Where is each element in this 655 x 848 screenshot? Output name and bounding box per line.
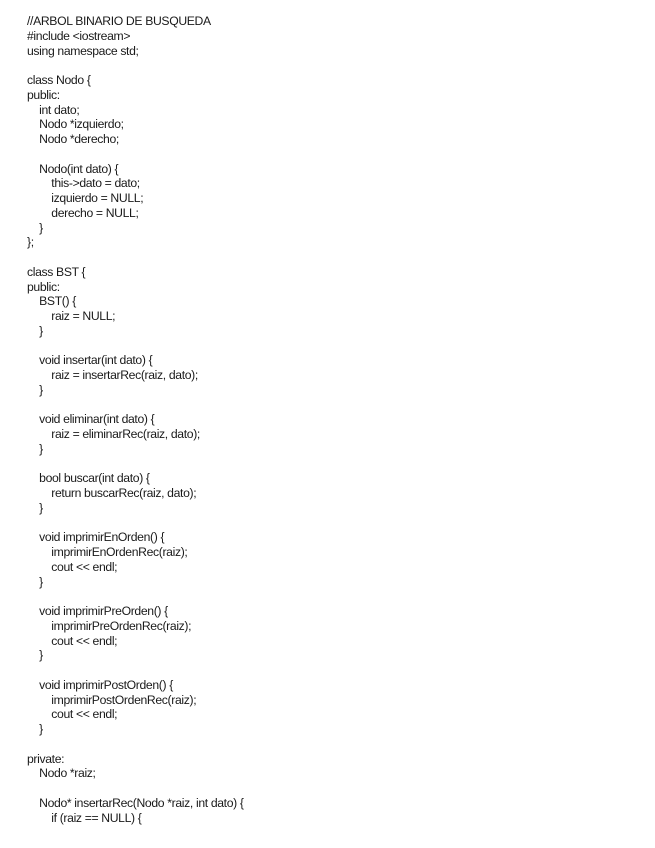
code-line: } xyxy=(27,441,43,456)
code-line: public: xyxy=(27,279,60,294)
code-line: void imprimirPreOrden() { xyxy=(27,604,168,618)
code-line xyxy=(27,58,627,73)
code-line: public: xyxy=(27,87,60,102)
code-line: imprimirPreOrdenRec(raiz); xyxy=(27,618,192,633)
code-line xyxy=(27,339,627,354)
code-line: } xyxy=(27,574,43,589)
code-line: } xyxy=(27,323,43,338)
code-line xyxy=(27,398,627,413)
code-line: } xyxy=(27,220,43,235)
code-line: int dato; xyxy=(27,102,80,117)
code-line: imprimirPostOrdenRec(raiz); xyxy=(27,692,197,707)
code-line: cout << endl; xyxy=(27,633,118,648)
code-line: private: xyxy=(27,751,65,766)
code-line: cout << endl; xyxy=(27,559,118,574)
code-line xyxy=(27,781,627,796)
code-line: BST() { xyxy=(27,294,76,309)
code-line: derecho = NULL; xyxy=(27,205,139,220)
code-line: void insertar(int dato) { xyxy=(27,353,153,368)
code-line: void imprimirPostOrden() { xyxy=(27,677,173,692)
code-line: imprimirEnOrdenRec(raiz); xyxy=(27,545,188,559)
code-line: bool buscar(int dato) { xyxy=(27,471,150,486)
code-line xyxy=(27,737,627,752)
code-line: }; xyxy=(27,235,34,250)
code-line xyxy=(27,147,627,162)
code-line: Nodo(int dato) { xyxy=(27,161,119,176)
code-line: return buscarRec(raiz, dato); xyxy=(27,486,197,500)
code-line xyxy=(27,457,627,472)
code-line: cout << endl; xyxy=(27,707,118,722)
code-line xyxy=(27,663,627,678)
code-line: Nodo *derecho; xyxy=(27,132,119,146)
code-line: raiz = insertarRec(raiz, dato); xyxy=(27,368,198,382)
code-line: raiz = eliminarRec(raiz, dato); xyxy=(27,427,200,441)
code-line: Nodo *raiz; xyxy=(27,766,96,781)
code-line: Nodo *izquierdo; xyxy=(27,117,124,132)
code-line: class Nodo { xyxy=(27,73,91,87)
code-line: class BST { xyxy=(27,264,86,279)
code-line: Nodo* insertarRec(Nodo *raiz, int dato) { xyxy=(27,795,244,810)
code-line: this->dato = dato; xyxy=(27,176,140,191)
code-line xyxy=(27,589,627,604)
code-line: //ARBOL BINARIO DE BUSQUEDA xyxy=(27,14,211,28)
code-line: using namespace std; xyxy=(27,43,139,58)
code-line: void eliminar(int dato) { xyxy=(27,412,155,427)
code-line: void imprimirEnOrden() { xyxy=(27,530,165,545)
code-line: } xyxy=(27,648,43,663)
code-listing xyxy=(27,14,627,825)
code-line: izquierdo = NULL; xyxy=(27,191,144,205)
code-line: raiz = NULL; xyxy=(27,309,116,323)
code-line: #include <iostream> xyxy=(27,28,131,43)
code-line xyxy=(27,516,627,531)
code-line: if (raiz == NULL) { xyxy=(27,810,142,825)
code-line: } xyxy=(27,500,43,515)
code-line: } xyxy=(27,722,43,736)
code-line: } xyxy=(27,382,43,397)
code-line xyxy=(27,250,627,265)
